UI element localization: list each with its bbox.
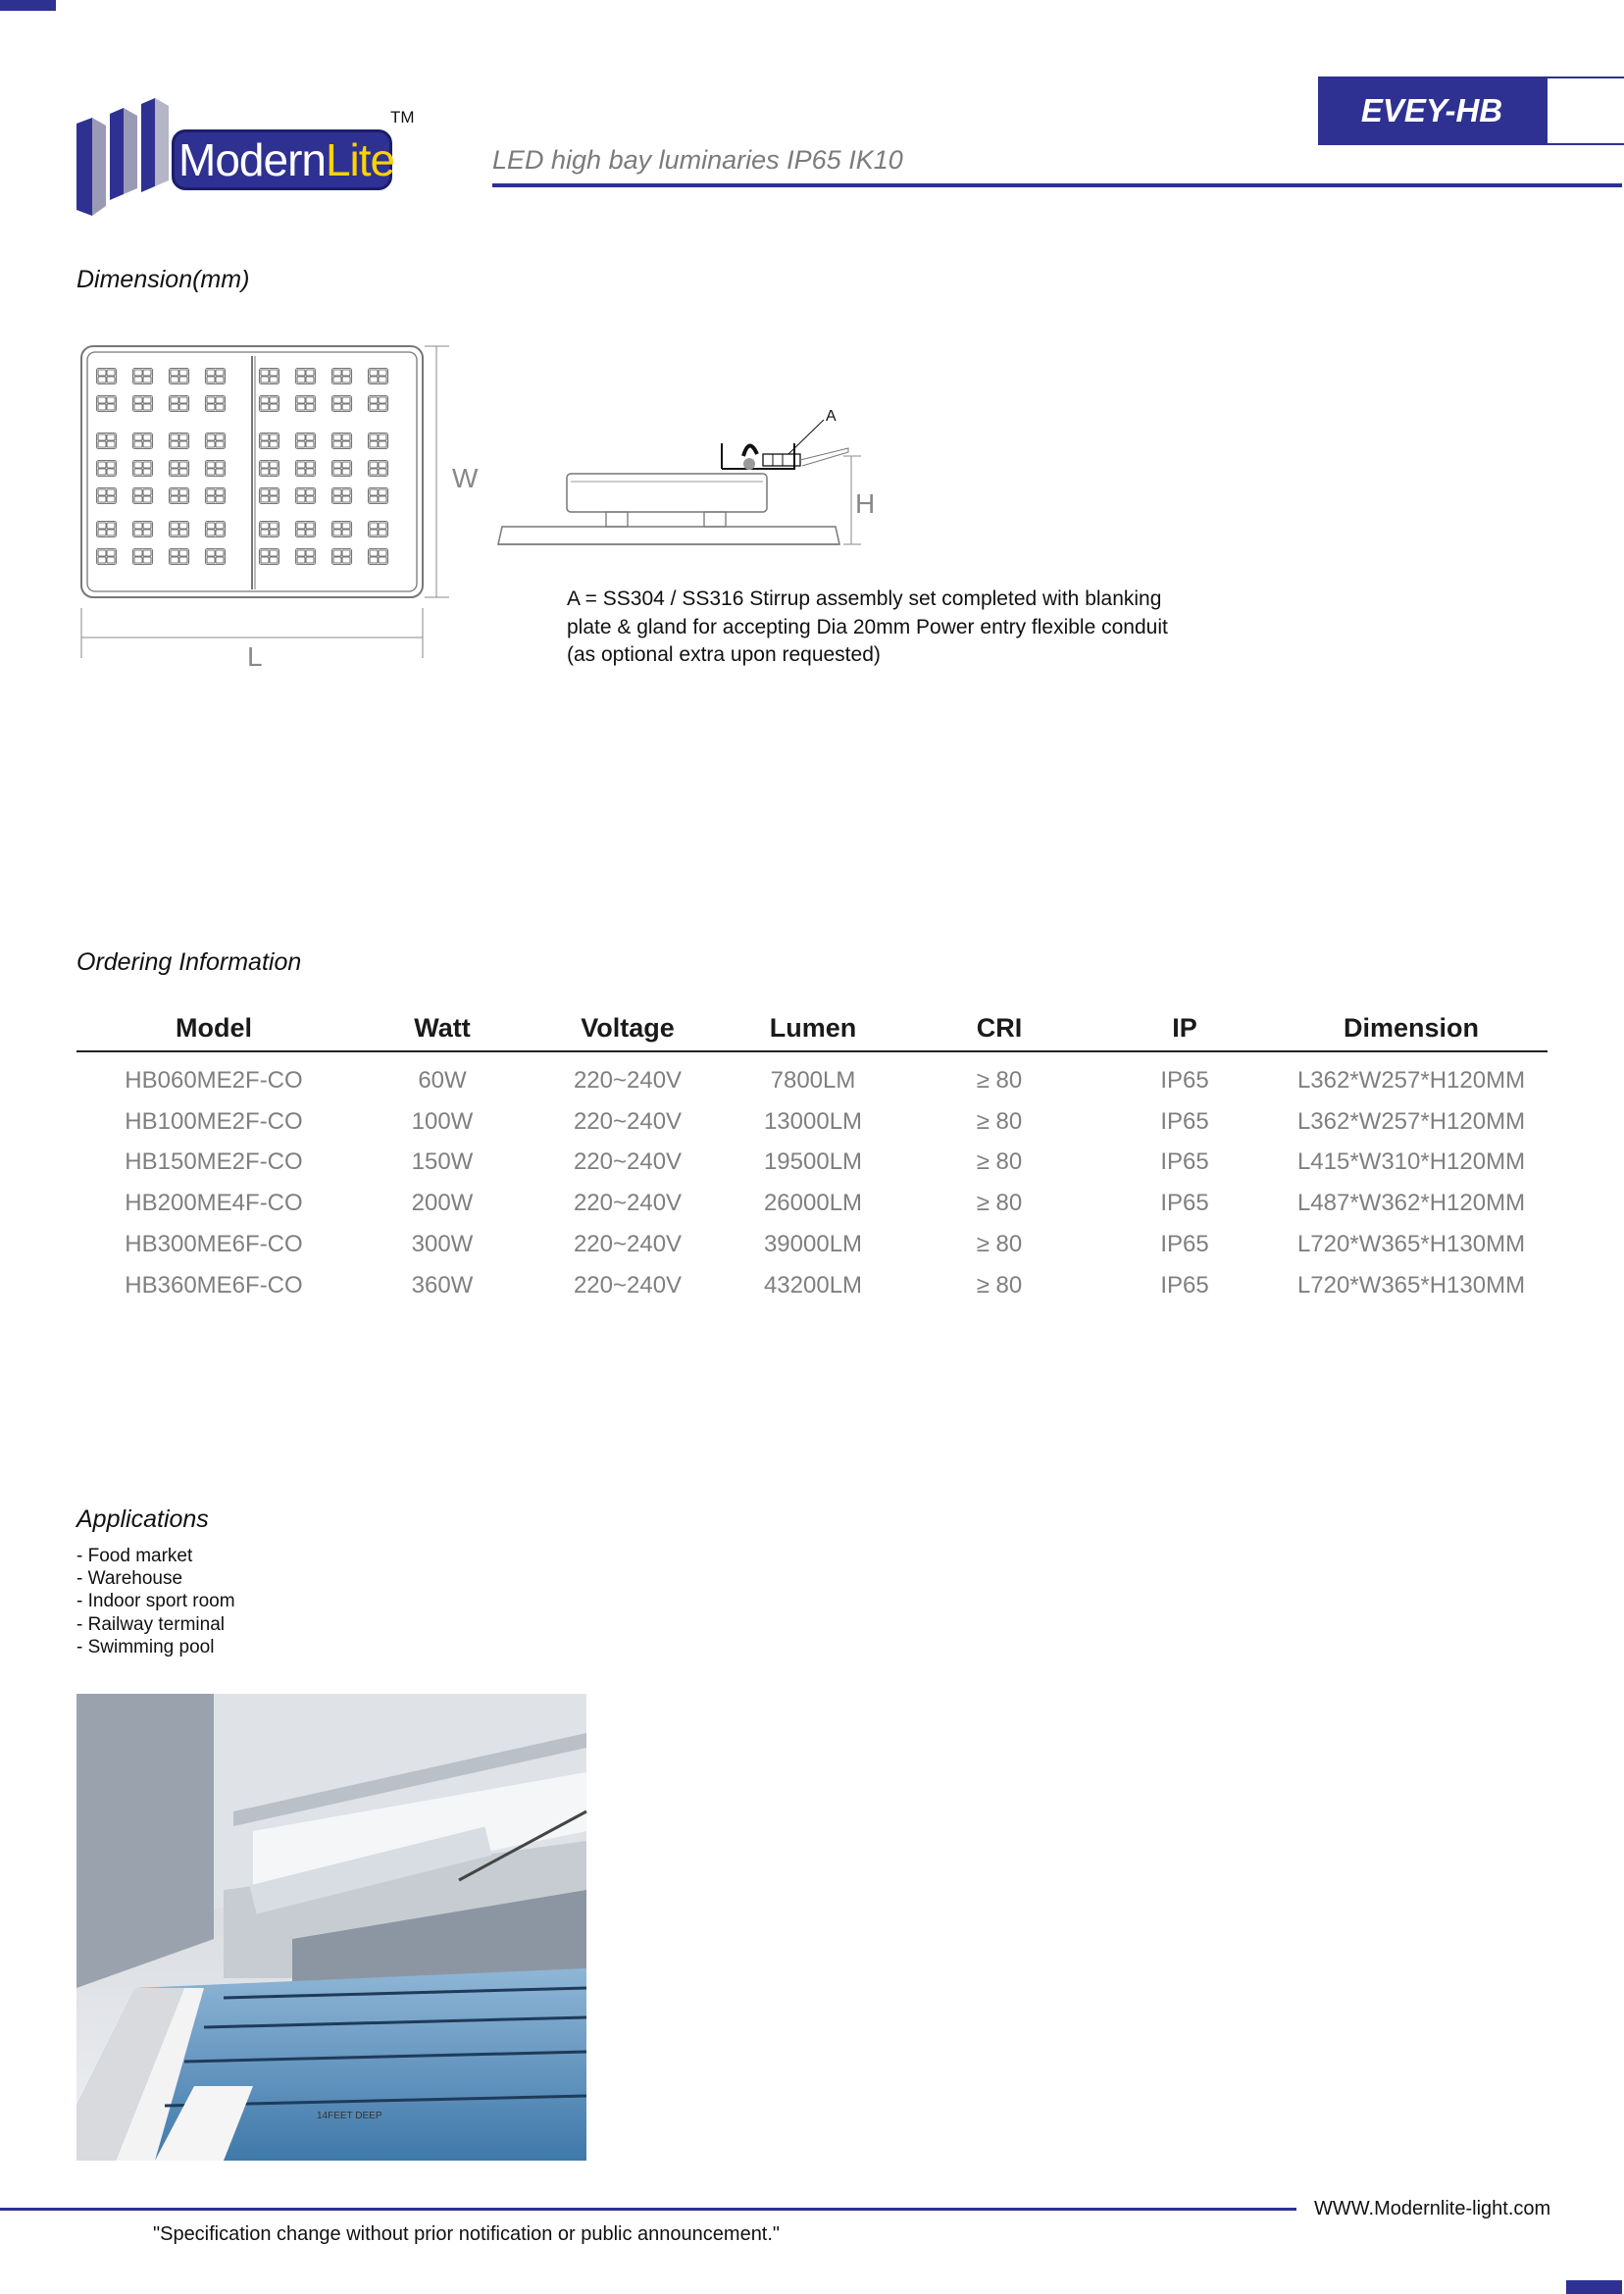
list-item: - Railway terminal [76,1613,225,1635]
cell-ip: IP65 [1160,1231,1209,1258]
cell-watt: 60W [418,1066,467,1094]
cell-model: HB300ME6F-CO [125,1231,303,1258]
table-row [76,1101,1548,1143]
photo-caption: 14FEET DEEP [317,2111,382,2121]
table-row [76,1224,1548,1265]
cell-ip: IP65 [1160,1271,1209,1299]
cell-cri: ≥ 80 [976,1148,1023,1176]
col-header-ip: IP [1094,1005,1275,1051]
cell-dimension: L720*W365*H130MM [1296,1231,1526,1258]
dimension-title: Dimension(mm) [76,266,250,293]
cell-watt: 100W [411,1107,474,1135]
table-row [76,1183,1548,1224]
brand-part2: Lite [325,134,395,185]
cell-lumen: 19500LM [763,1148,863,1176]
cell-watt: 200W [411,1190,474,1217]
note-line: A = SS304 / SS316 Stirrup assembly set completed with blanking [567,587,1162,610]
col-header-dimension: Dimension [1275,1005,1548,1051]
col-header-lumen: Lumen [722,1005,904,1051]
cell-lumen: 13000LM [763,1107,863,1135]
list-item: - Food market [76,1546,193,1566]
corner-accent-top [0,0,56,11]
website-url: WWW.Modernlite-light.com [1314,2198,1551,2219]
label-l: L [247,641,263,672]
swimming-pool-photo [76,1694,586,2161]
subtitle-underline [492,183,1622,187]
cell-model: HB150ME2F-CO [125,1148,303,1176]
table-row [76,1143,1548,1184]
note-line: plate & gland for accepting Dia 20mm Power entry flexible conduit [567,615,1168,638]
applications-title: Applications [76,1505,209,1533]
cell-voltage: 220~240V [573,1066,683,1094]
cell-watt: 360W [411,1271,474,1299]
ordering-table [76,1005,1548,1306]
note-line: (as optional extra upon requested) [567,643,881,666]
cell-cri: ≥ 80 [976,1107,1023,1135]
cell-voltage: 220~240V [573,1190,683,1217]
cell-ip: IP65 [1160,1107,1209,1135]
corner-accent-bottom [1566,2280,1622,2294]
ordering-title: Ordering Information [76,948,302,976]
label-w: W [452,463,479,493]
cell-ip: IP65 [1160,1190,1209,1217]
col-header-voltage: Voltage [533,1005,722,1051]
cell-dimension: L415*W310*H120MM [1296,1148,1526,1176]
stirrup-note [567,586,1253,670]
col-header-model: Model [76,1005,351,1051]
cell-cri: ≥ 80 [976,1271,1023,1299]
cell-model: HB100ME2F-CO [125,1107,303,1135]
cell-voltage: 220~240V [573,1271,683,1299]
cell-cri: ≥ 80 [976,1066,1023,1094]
cell-model: HB360ME6F-CO [125,1271,303,1299]
logo-mark-icon [76,96,175,216]
table-row [76,1060,1548,1101]
cell-watt: 150W [411,1148,474,1176]
brand-part1: Modern [178,134,326,185]
cell-voltage: 220~240V [573,1107,683,1135]
list-item: - Swimming pool [76,1636,215,1657]
trademark: TM [390,108,415,127]
cell-cri: ≥ 80 [976,1190,1023,1217]
cell-dimension: L720*W365*H130MM [1296,1271,1526,1299]
cell-model: HB200ME4F-CO [125,1190,303,1217]
list-item: - Warehouse [76,1568,183,1590]
cell-model: HB060ME2F-CO [125,1066,303,1094]
list-item: - Indoor sport room [76,1591,235,1612]
label-a: A [826,408,837,425]
cell-voltage: 220~240V [573,1148,683,1176]
col-header-watt: Watt [351,1005,533,1051]
model-badge [1318,76,1622,145]
disclaimer-text: "Specification change without prior notification or public announcement." [153,2223,781,2245]
cell-lumen: 39000LM [763,1231,863,1258]
cell-lumen: 26000LM [763,1190,863,1217]
table-row [76,1265,1548,1306]
cell-cri: ≥ 80 [976,1231,1023,1258]
side-view-drawing [490,397,902,554]
table-header-row [76,1005,1548,1051]
model-code: EVEY-HB [1360,92,1503,128]
logo-wordmark [178,135,394,184]
applications-list [76,1545,235,1658]
cell-ip: IP65 [1160,1066,1209,1094]
cell-watt: 300W [411,1231,474,1258]
product-subtitle: LED high bay luminaries IP65 IK10 [492,145,903,175]
footer-rule [0,2208,1296,2211]
cell-dimension: L487*W362*H120MM [1296,1190,1526,1217]
modernlite-logo [76,96,430,216]
cell-dimension: L362*W257*H120MM [1296,1066,1526,1094]
cell-lumen: 43200LM [763,1271,863,1299]
cell-ip: IP65 [1160,1148,1209,1176]
label-h: H [855,488,876,519]
cell-lumen: 7800LM [770,1066,856,1094]
cell-dimension: L362*W257*H120MM [1296,1107,1526,1135]
col-header-cri: CRI [904,1005,1094,1051]
top-view-drawing [76,338,479,677]
cell-voltage: 220~240V [573,1231,683,1258]
